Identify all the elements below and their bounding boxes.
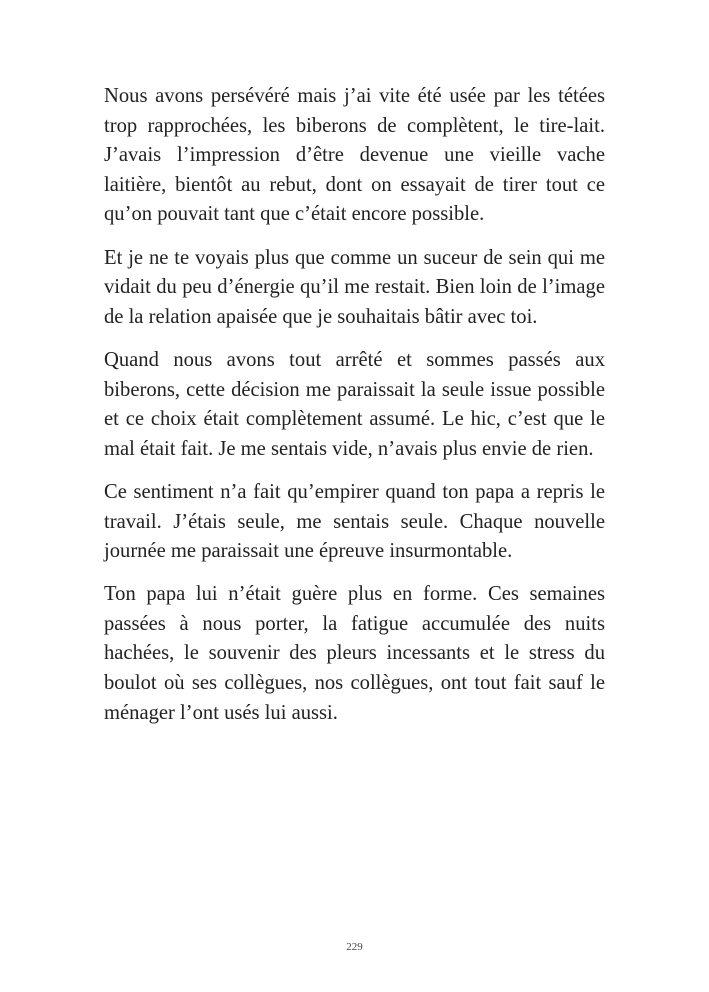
body-text bbox=[104, 82, 605, 742]
paragraph: Quand nous avons tout arrêté et sommes passés aux biberons, cette décision me paraissait la seule issue possible et ce choix était complètement assumé. Le hic, c’est que le mal était fait. Je me sentais vide, n’avais plus envie de rien. bbox=[104, 348, 605, 460]
page-number: 229 bbox=[346, 941, 363, 953]
paragraph: Et je ne te voyais plus que comme un suceur de sein qui me vidait du peu d’énergie qu’il me restait. Bien loin de l’image de la relation apaisée que je souhaitais bâtir avec toi. bbox=[104, 246, 605, 328]
paragraph: Ton papa lui n’était guère plus en forme. Ces semaines passées à nous porter, la fatigue accumulée des nuits hachées, le souvenir des pleurs incessants et le stress du boulot où ses collègues, nos collègues, ont tout fait sauf le ménager l’ont usés lui aussi. bbox=[104, 583, 605, 724]
paragraph: Ce sentiment n’a fait qu’empirer quand ton papa a repris le travail. J’étais seule, me sentais seule. Chaque nouvelle journée me paraissait une épreuve insurmontable. bbox=[104, 480, 605, 563]
paragraph: Nous avons persévéré mais j’ai vite été usée par les tétées trop rapprochées, les biberons de complètent, le tire-lait. J’avais l’impression d’être devenue une vieille vache laitière, bientôt au rebut, dont on essayait de tirer tout ce qu’on pouvait tant que c’était encore possible. bbox=[104, 85, 605, 226]
